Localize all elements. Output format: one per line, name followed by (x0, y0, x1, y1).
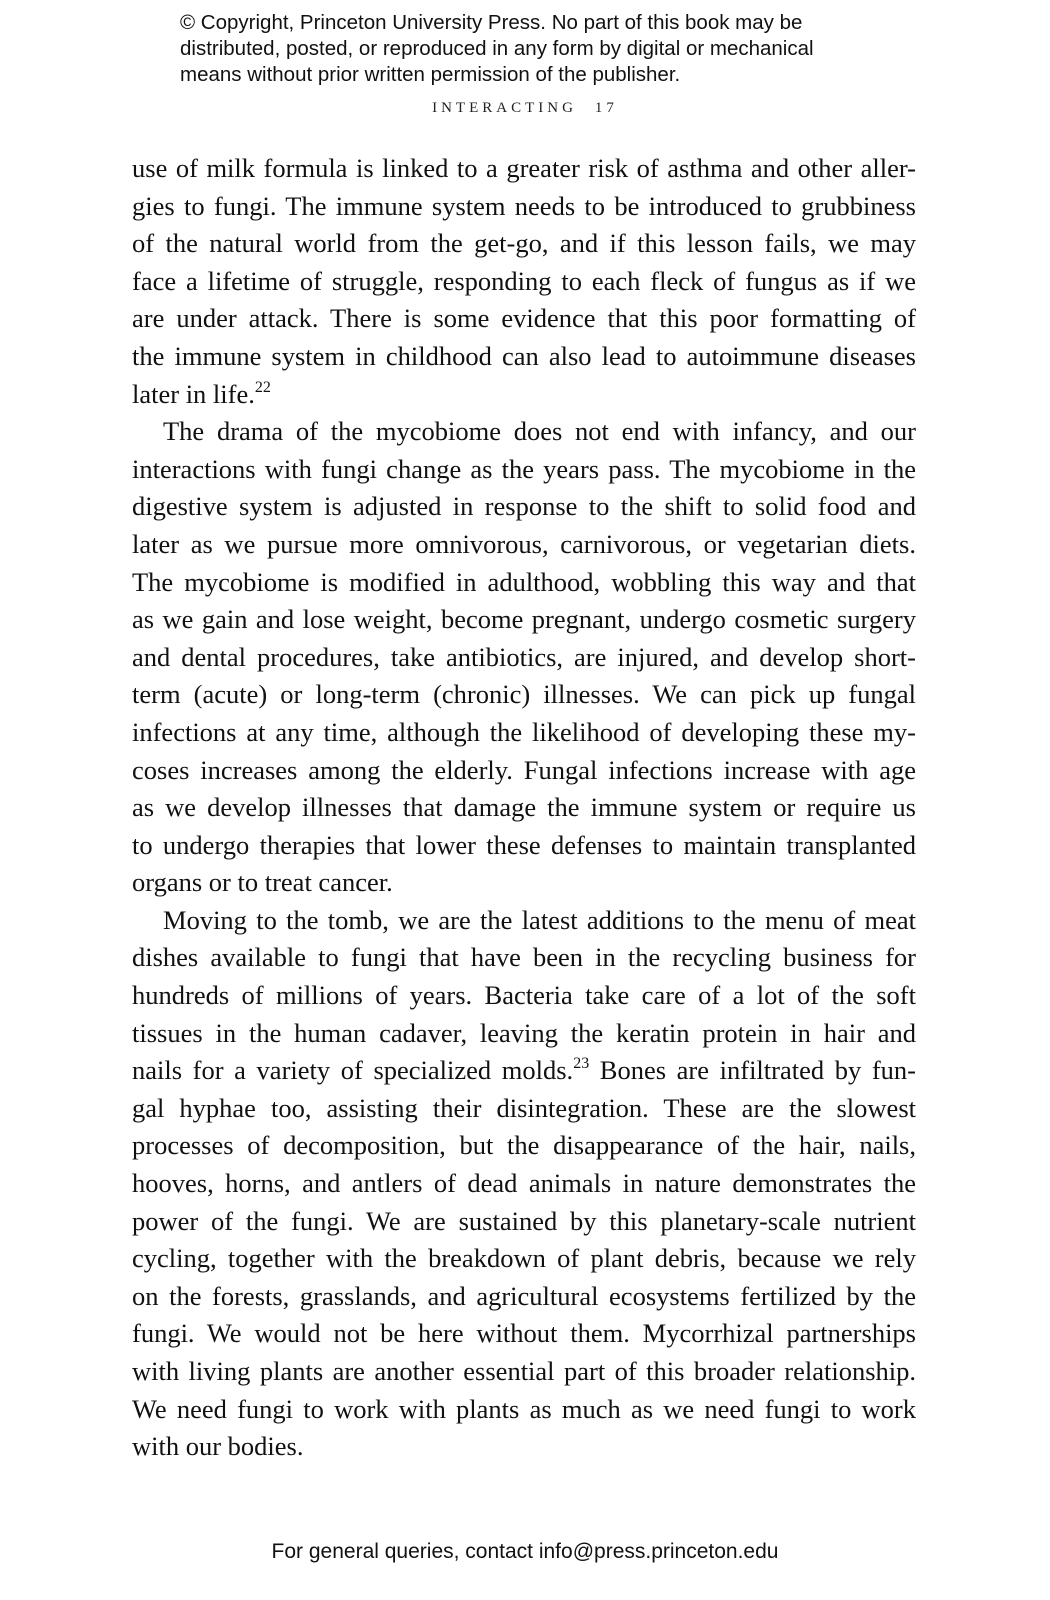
line-text: the immune system in childhood can also lead to autoimmune diseases (132, 340, 916, 371)
line-text: interactions with fungi change as the years pass. The mycobiome in the (132, 453, 916, 484)
line-text: power of the fungi. We are sustained by this planetary-scale nutrient (132, 1205, 916, 1236)
text-line (132, 1315, 916, 1353)
text-line (132, 1353, 916, 1391)
body-text (132, 150, 916, 1466)
footer-contact: For general queries, contact info@press.princeton.edu (271, 1540, 779, 1563)
copyright-line: means without prior written permission of the publisher. (180, 63, 681, 86)
line-text: nails for a variety of specialized molds. (132, 1055, 574, 1086)
text-line (132, 376, 916, 414)
text-line (132, 1127, 916, 1165)
text-line (132, 1090, 916, 1128)
line-text: with living plants are another essential part of this broader relationship. (132, 1356, 916, 1386)
text-line (132, 977, 916, 1015)
line-text: and dental procedures, take antibiotics, are injured, and develop short- (132, 641, 916, 672)
text-line (132, 188, 916, 226)
text-line (132, 827, 916, 865)
line-text: Moving to the tomb, we are the latest additions to the menu of meat (163, 904, 916, 935)
text-line (132, 864, 916, 902)
text-line (132, 451, 916, 489)
text-line (132, 939, 916, 977)
copyright-notice (180, 10, 900, 88)
text-line (132, 150, 916, 188)
text-line (132, 300, 916, 338)
line-text: as we develop illnesses that damage the immune system or require us (132, 792, 916, 823)
line-text: hooves, horns, and antlers of dead animals in nature demonstrates the (132, 1168, 916, 1199)
text-line (132, 1165, 916, 1203)
line-text: organs or to treat cancer. (132, 867, 393, 898)
line-text: processes of decomposition, but the disappearance of the hair, nails, (132, 1130, 916, 1161)
paragraph (132, 413, 916, 902)
text-line (132, 1240, 916, 1278)
text-line (132, 676, 916, 714)
text-line (132, 714, 916, 752)
text-line (132, 789, 916, 827)
line-text: fungi. We would not be here without them. Mycorrhizal partnerships (132, 1318, 916, 1349)
line-text: to undergo therapies that lower these defenses to maintain transplanted (132, 829, 916, 860)
line-text: are under attack. There is some evidence that this poor formatting of (132, 303, 916, 334)
line-text: gal hyphae too, assisting their disintegration. These are the slowest (132, 1092, 916, 1123)
text-line (132, 1428, 916, 1466)
text-line (132, 1015, 916, 1053)
line-text: with our bodies. (132, 1431, 304, 1462)
text-line (132, 752, 916, 790)
text-line (132, 564, 916, 602)
line-text: face a lifetime of struggle, responding to each fleck of fungus as if we (132, 265, 916, 296)
line-text: The mycobiome is modified in adulthood, wobbling this way and that (132, 566, 916, 597)
line-text: coses increases among the elderly. Fungal infections increase with age (132, 754, 916, 785)
text-line (132, 526, 916, 564)
line-text: as we gain and lose weight, become pregnant, undergo cosmetic surgery (132, 604, 916, 635)
line-text: on the forests, grasslands, and agricultural ecosystems fertilized by the (132, 1280, 916, 1311)
line-text: term (acute) or long-term (chronic) illnesses. We can pick up fungal (132, 679, 916, 710)
line-text: We need fungi to work with plants as much as we need fungi to work (132, 1393, 916, 1424)
text-line (132, 263, 916, 301)
text-line (132, 413, 916, 451)
text-line (132, 338, 916, 376)
copyright-line: © Copyright, Princeton University Press. No part of this book may be (180, 11, 803, 34)
footnote-reference[interactable]: 23 (573, 1055, 590, 1073)
line-text: dishes available to fungi that have been in the recycling business for (132, 942, 916, 973)
line-text: digestive system is adjusted in response to the shift to solid food and (132, 491, 916, 522)
chapter-title: INTERACTING (432, 100, 577, 116)
line-text: of the natural world from the get-go, and if this lesson fails, we may (132, 228, 916, 259)
text-line (132, 639, 916, 677)
copyright-line: distributed, posted, or reproduced in any form by digital or mechanical (180, 37, 814, 60)
text-line (132, 1052, 916, 1090)
line-text: infections at any time, although the likelihood of developing these my- (132, 716, 916, 747)
page-number: 17 (594, 100, 618, 116)
line-text: gies to fungi. The immune system needs to be introduced to grubbiness (132, 190, 916, 221)
line-text: later in life. (132, 378, 255, 409)
text-line (132, 1391, 916, 1429)
line-text: cycling, together with the breakdown of plant debris, because we rely (132, 1243, 916, 1274)
paragraph (132, 150, 916, 413)
running-head (0, 100, 1050, 117)
line-text: use of milk formula is linked to a greater risk of asthma and other aller- (132, 153, 916, 183)
text-line (132, 902, 916, 940)
text-line (132, 225, 916, 263)
paragraph (132, 902, 916, 1466)
footnote-reference[interactable]: 22 (254, 378, 271, 396)
line-text: later as we pursue more omnivorous, carnivorous, or vegetarian diets. (132, 528, 916, 559)
line-text: The drama of the mycobiome does not end with infancy, and our (163, 416, 916, 447)
line-text-continued: Bones are infiltrated by fun- (589, 1055, 917, 1086)
line-text: hundreds of millions of years. Bacteria take care of a lot of the soft (132, 980, 916, 1011)
text-line (132, 1203, 916, 1241)
text-line (132, 601, 916, 639)
text-line (132, 1278, 916, 1316)
text-line (132, 488, 916, 526)
line-text: tissues in the human cadaver, leaving the keratin protein in hair and (132, 1017, 916, 1048)
